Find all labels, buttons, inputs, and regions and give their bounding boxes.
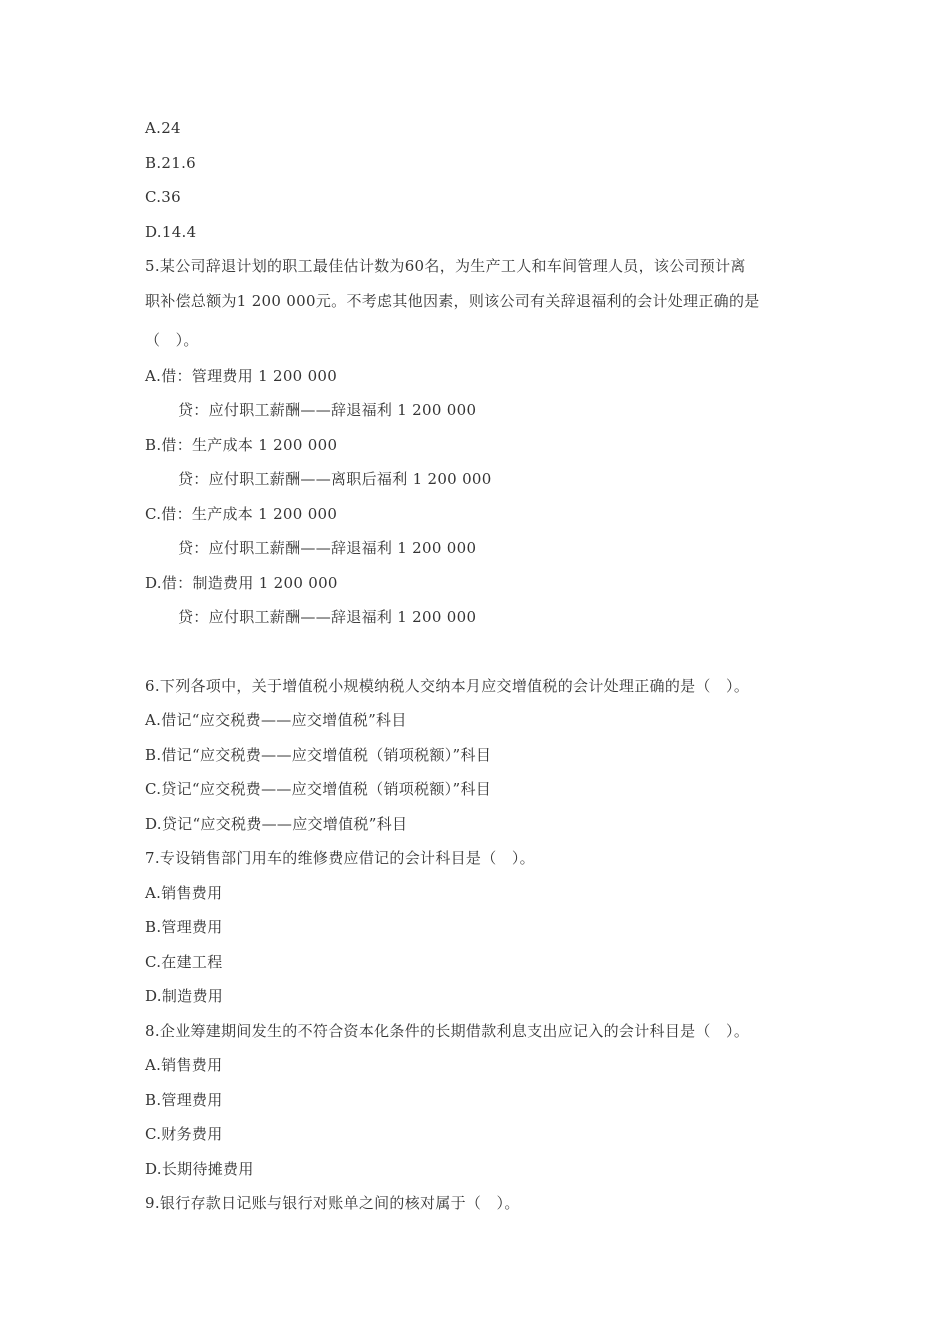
q5-option-d-credit: 贷：应付职工薪酬——辞退福利 1 200 000 — [178, 608, 477, 626]
q5-option-d-debit: D.借：制造费用 1 200 000 — [145, 574, 338, 592]
q8-option-c: C.财务费用 — [145, 1125, 223, 1143]
q5-option-b-credit: 贷：应付职工薪酬——离职后福利 1 200 000 — [178, 470, 492, 488]
q7-option-a: A.销售费用 — [145, 884, 223, 902]
q5-stem-line3: （ ）。 — [145, 331, 199, 349]
q8-stem: 8.企业筹建期间发生的不符合资本化条件的长期借款利息支出应记入的会计科目是（ ）。 — [145, 1022, 750, 1040]
q4-option-a: A.24 — [145, 119, 181, 137]
q8-option-b: B.管理费用 — [145, 1091, 223, 1109]
q6-option-a: A.借记“应交税费——应交增值税”科目 — [145, 711, 407, 729]
q9-stem: 9.银行存款日记账与银行对账单之间的核对属于（ ）。 — [145, 1194, 520, 1212]
q6-option-b: B.借记“应交税费——应交增值税（销项税额）”科目 — [145, 746, 492, 764]
q5-option-c-credit: 贷：应付职工薪酬——辞退福利 1 200 000 — [178, 539, 477, 557]
q4-option-c: C.36 — [145, 188, 181, 206]
q5-option-a-debit: A.借：管理费用 1 200 000 — [145, 367, 338, 385]
q6-option-d: D.贷记“应交税费——应交增值税”科目 — [145, 815, 408, 833]
q5-option-b-debit: B.借：生产成本 1 200 000 — [145, 436, 338, 454]
q8-option-a: A.销售费用 — [145, 1056, 223, 1074]
q5-stem-line1: 5.某公司辞退计划的职工最佳估计数为60名，为生产工人和车间管理人员，该公司预计离 — [145, 257, 746, 275]
q4-option-d: D.14.4 — [145, 223, 197, 241]
q5-option-a-credit: 贷：应付职工薪酬——辞退福利 1 200 000 — [178, 401, 477, 419]
q5-option-c-debit: C.借：生产成本 1 200 000 — [145, 505, 338, 523]
q7-option-d: D.制造费用 — [145, 987, 224, 1005]
q7-option-b: B.管理费用 — [145, 918, 223, 936]
q6-stem: 6.下列各项中，关于增值税小规模纳税人交纳本月应交增值税的会计处理正确的是（ ）。 — [145, 677, 750, 695]
q7-stem: 7.专设销售部门用车的维修费应借记的会计科目是（ ）。 — [145, 849, 535, 867]
q4-option-b: B.21.6 — [145, 154, 196, 172]
q7-option-c: C.在建工程 — [145, 953, 223, 971]
q6-option-c: C.贷记“应交税费——应交增值税（销项税额）”科目 — [145, 780, 492, 798]
q8-option-d: D.长期待摊费用 — [145, 1160, 254, 1178]
q5-stem-line2: 职补偿总额为1 200 000元。不考虑其他因素，则该公司有关辞退福利的会计处理正确的是 — [145, 292, 760, 310]
